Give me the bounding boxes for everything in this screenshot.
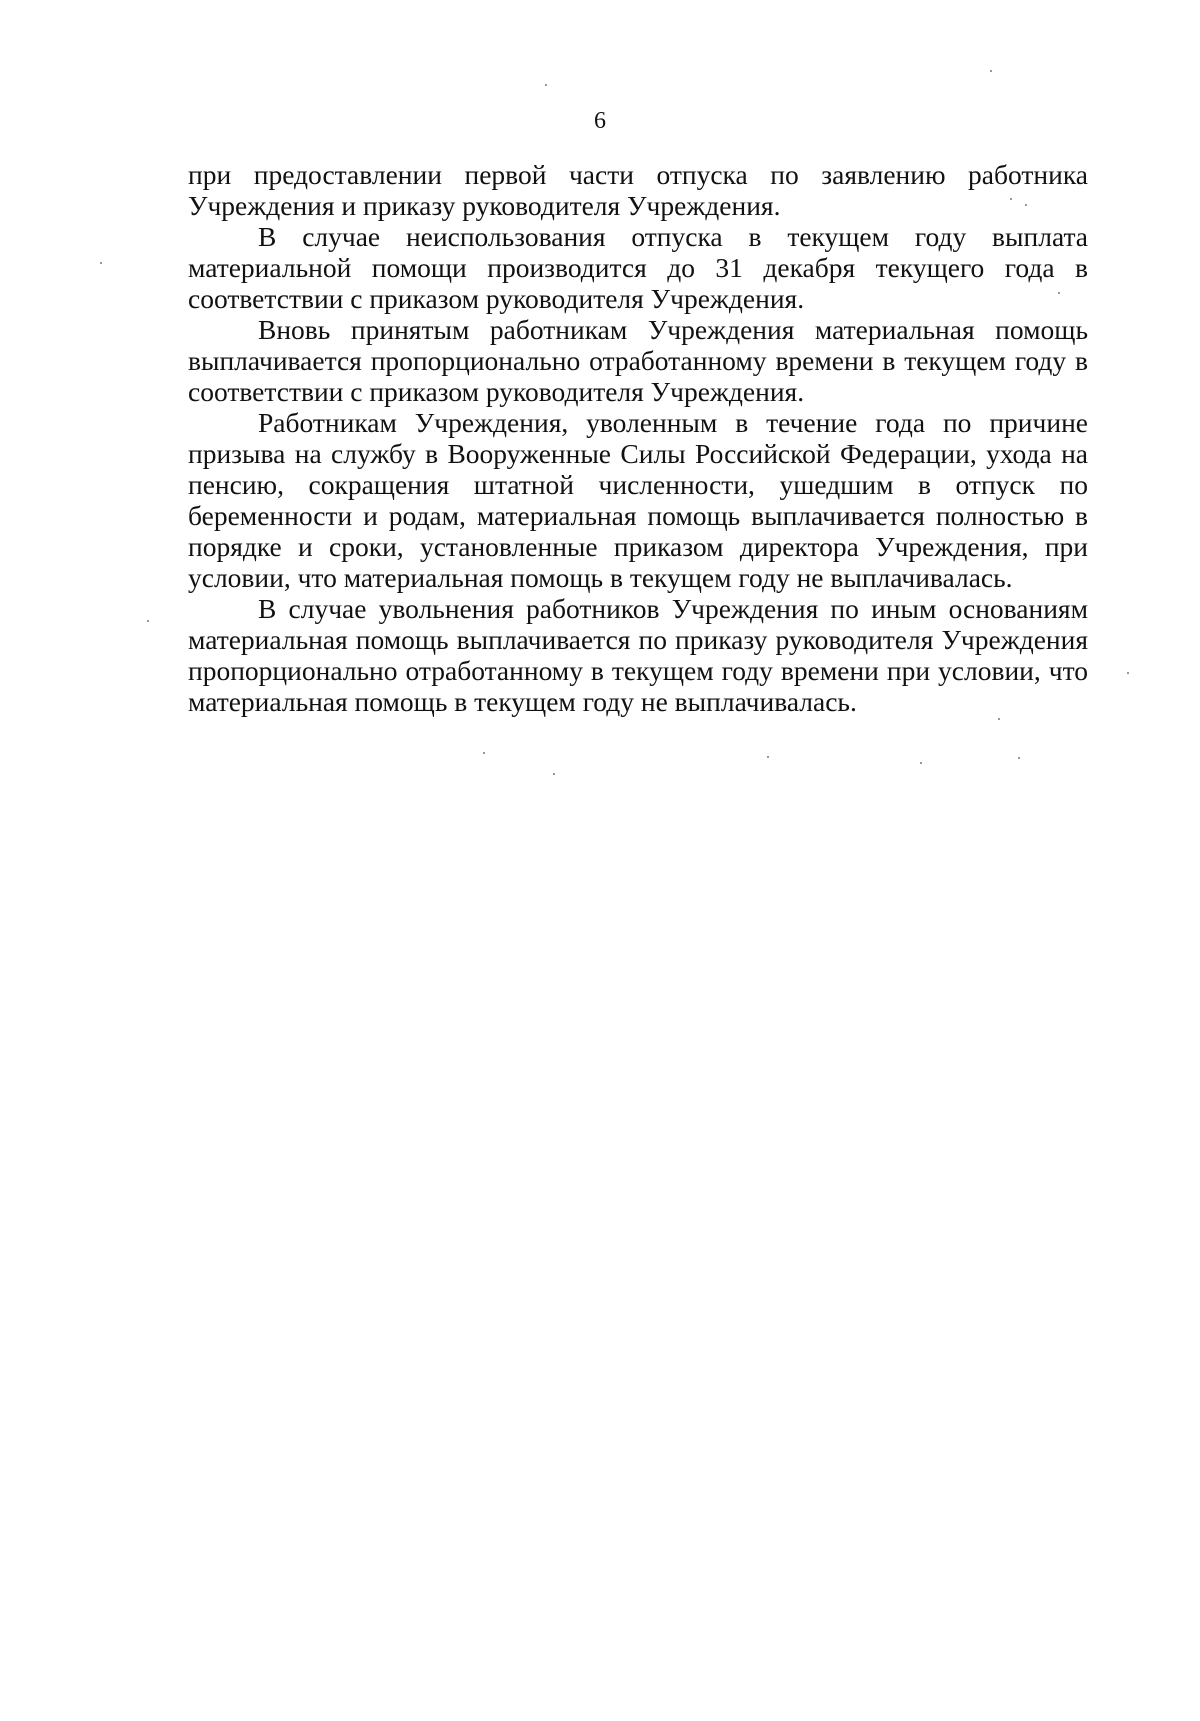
page-number: 6 [594, 108, 606, 134]
scan-speck [998, 718, 1000, 720]
scan-speck [1058, 292, 1060, 294]
paragraph-unused-leave: В случае неиспользования отпуска в текущем году выплата материальной помощи производится до 31 декабря текущего года в соответствии с приказом руководителя Учреждения. [188, 221, 1088, 314]
scan-speck [100, 262, 102, 264]
scan-speck [483, 752, 485, 754]
paragraph-new-employees: Вновь принятым работникам Учреждения материальная помощь выплачивается пропорционально отработанному времени в текущем году в соответствии с приказом руководителя Учреждения. [188, 314, 1088, 407]
scan-speck [990, 70, 992, 72]
scan-speck [1025, 204, 1027, 206]
paragraph-other-dismissal: В случае увольнения работников Учреждения по иным основаниям материальная помощь выплачивается по приказу руководителя Учреждения пропорционально отработанному в текущем году времени при условии, что материальная помощь в текущем году не выплачивалась. [188, 593, 1088, 717]
scan-speck [767, 756, 769, 758]
paragraph-dismissed-employees: Работникам Учреждения, уволенным в течение года по причине призыва на службу в Вооруженные Силы Российской Федерации, ухода на пенсию, сокращения штатной численности, ушедшим в отпуск по беременности и родам, материальная помощь выплачивается полностью в порядке и сроки, установленные приказом директора Учреждения, при условии, что материальная помощь в текущем году не выплачивалась. [188, 407, 1088, 593]
scan-speck [920, 762, 922, 764]
scan-speck [147, 620, 149, 622]
scan-speck [553, 773, 555, 775]
paragraph-continuation: при предоставлении первой части отпуска по заявлению работника Учреждения и приказу руководителя Учреждения. [188, 159, 1088, 221]
scan-speck [1018, 757, 1020, 759]
scan-speck [1127, 672, 1129, 674]
scan-speck [1010, 198, 1012, 200]
scan-speck [545, 84, 547, 86]
document-body [188, 159, 1088, 717]
